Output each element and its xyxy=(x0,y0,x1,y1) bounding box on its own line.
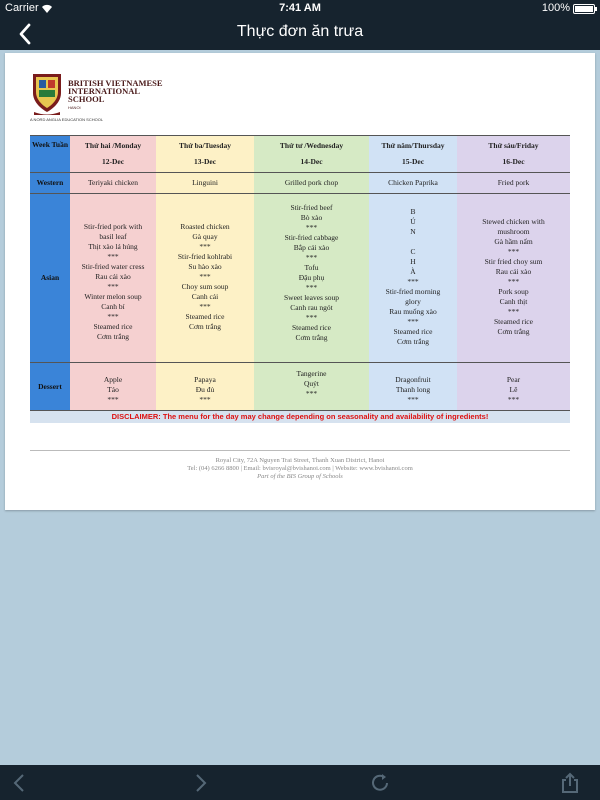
school-name: BRITISH VIETNAMESE INTERNATIONAL SCHOOL xyxy=(68,78,163,104)
row-divider xyxy=(30,362,570,363)
battery-icon xyxy=(573,4,595,14)
day-header: Thứ năm/Thursday xyxy=(381,141,445,150)
crest-icon xyxy=(30,71,64,115)
dessert-label: Dessert xyxy=(38,382,62,391)
disclaimer: DISCLAIMER: The menu for the day may change depending on seasonality and availability of ingredients! xyxy=(30,411,570,423)
arrow-left-icon[interactable] xyxy=(8,771,32,795)
menu-document xyxy=(5,53,595,510)
day-header: Thứ sáu/Friday xyxy=(488,141,539,150)
page-title: Thực đơn ăn trưa xyxy=(236,23,364,40)
footer-contact: Tel: (04) 6266 8800 | Email: bvisroyal@bvishanoi.com | Website: www.bvishanoi.com xyxy=(187,465,413,472)
dessert-item: Pear Lê *** xyxy=(506,375,521,404)
western-dish: Fried pork xyxy=(497,178,530,187)
western-label: Western xyxy=(36,178,64,187)
asian-dishes: Roasted chicken Gà quay *** Stir-fried kohlrabi Su hào xào *** Choy sum soup Canh cải *** Steamed rice Cơm trắng xyxy=(177,222,233,331)
school-logo xyxy=(30,71,190,126)
asian-dishes: B Ú N C H À *** Stir-fried morning glory Rau muống xào *** Steamed rice Cơm trắng xyxy=(385,207,441,346)
date-header: 14-Dec xyxy=(300,157,323,166)
arrow-right-icon[interactable] xyxy=(188,771,212,795)
asian-label: Asian xyxy=(40,273,60,282)
dessert-item: Dragonfruit Thanh long *** xyxy=(395,375,431,404)
western-dish: Chicken Paprika xyxy=(388,178,438,187)
row-divider xyxy=(30,193,570,194)
bottom-toolbar xyxy=(0,765,600,800)
asian-dishes: Stir-fried beef Bò xào *** Stir-fried cabbage Bắp cải xào *** Tofu Đậu phụ *** Sweet leaves soup Canh rau ngót *** Steamed rice Cơm trắng xyxy=(284,203,339,342)
menu-table xyxy=(30,135,570,423)
school-city: HANOI xyxy=(68,105,81,110)
battery-percent: 100% xyxy=(541,2,570,14)
school-tagline: A NORD ANGLIA EDUCATION SCHOOL xyxy=(30,117,104,122)
navigation-bar xyxy=(0,18,600,50)
western-dish: Teriyaki chicken xyxy=(87,178,139,187)
day-header: Thứ ba/Tuesday xyxy=(179,141,231,150)
week-label: Week Tuần xyxy=(31,140,69,149)
footer-group: Part of the BIS Group of Schools xyxy=(257,473,343,480)
row-divider xyxy=(30,135,570,136)
footer-divider xyxy=(30,450,570,451)
day-header: Thứ hai /Monday xyxy=(84,141,142,150)
day-header: Thứ tư /Wednesday xyxy=(279,141,344,150)
share-icon[interactable] xyxy=(558,771,582,795)
western-dish: Grilled pork chop xyxy=(284,178,339,187)
dessert-item: Apple Táo *** xyxy=(103,375,123,404)
date-header: 13-Dec xyxy=(193,157,217,166)
reload-icon[interactable] xyxy=(368,771,392,795)
date-header: 16-Dec xyxy=(502,157,525,166)
status-time: 7:41 AM xyxy=(279,2,321,14)
footer-address: Royal City, 72A Nguyen Trai Street, Thanh Xuan District, Hanoi xyxy=(215,457,385,464)
dessert-item: Papaya Đu đủ *** xyxy=(194,375,216,404)
carrier-label: Carrier xyxy=(5,2,39,14)
western-dish: Linguini xyxy=(192,178,218,187)
dessert-item: Tangerine Quýt *** xyxy=(296,369,327,398)
asian-dishes: Stir-fried pork with basil leaf Thịt xào lá húng *** Stir-fried water cress Rau cải xào *** Winter melon soup Canh bí *** Steamed rice Cơm trắng xyxy=(81,222,145,341)
date-header: 15-Dec xyxy=(401,157,425,166)
date-header: 12-Dec xyxy=(101,157,125,166)
asian-dishes: Stewed chicken with mushroom Gà hầm nấm *** Stir fried choy sum Rau cải xào *** Pork soup Canh thịt *** Steamed rice Cơm trắng xyxy=(482,217,545,336)
status-bar xyxy=(0,0,600,18)
document-footer xyxy=(30,450,570,481)
row-divider xyxy=(30,172,570,173)
